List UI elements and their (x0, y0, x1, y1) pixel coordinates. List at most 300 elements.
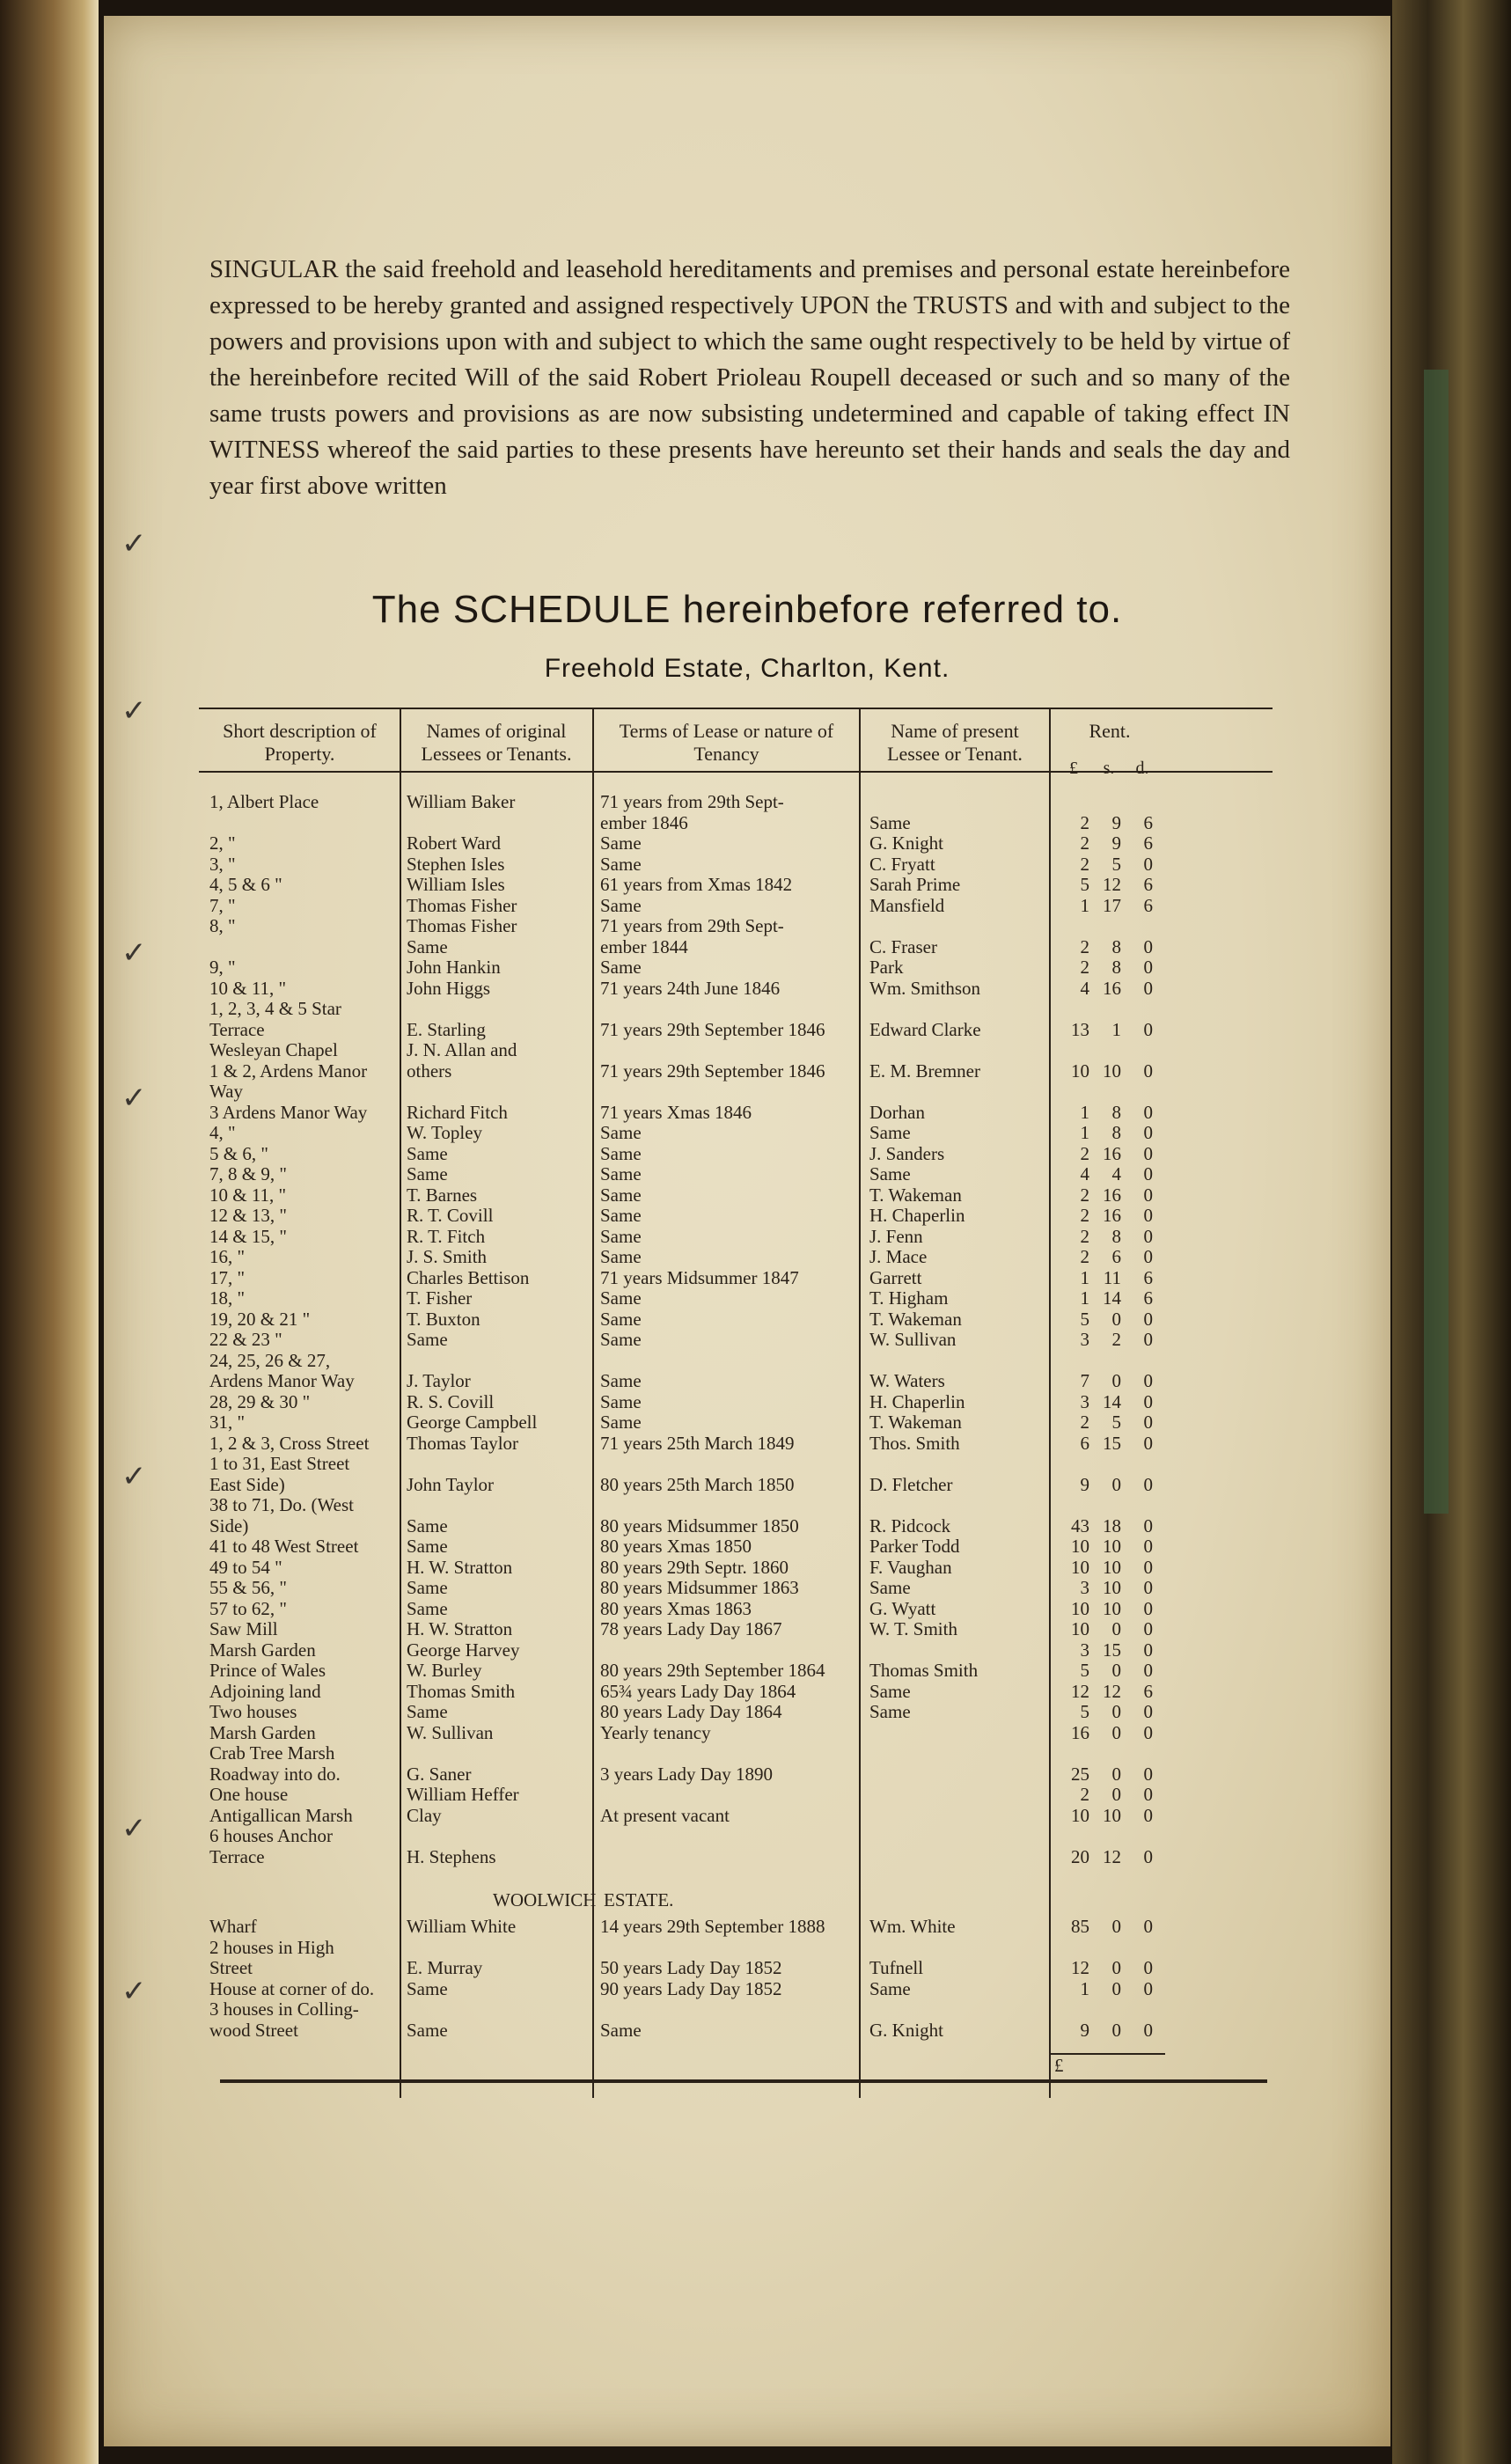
row-present-lessee: T. Wakeman (869, 1412, 962, 1433)
row-rent-pounds: 1 (1080, 894, 1089, 916)
row-description: 3 houses in Colling- (209, 1998, 359, 2020)
row-present-lessee: F. Vaughan (869, 1556, 952, 1578)
row-description: 5 & 6, " (209, 1142, 268, 1164)
row-present-lessee: Same (869, 1977, 911, 1999)
row-description: Way (209, 1081, 243, 1102)
row-rent-shillings: 5 (1111, 1412, 1121, 1433)
row-description: Two houses (209, 1701, 297, 1722)
row-original-lessee: Same (407, 1329, 448, 1350)
row-present-lessee: G. Knight (869, 832, 943, 854)
row-original-lessee: G. Saner (407, 1763, 472, 1785)
row-original-lessee: Same (407, 1514, 448, 1536)
row-original-lessee: Same (407, 1701, 448, 1722)
row-present-lessee: Same (869, 1680, 911, 1702)
row-rent-pounds: 1 (1080, 1101, 1089, 1123)
row-terms: Same (600, 1122, 642, 1143)
row-rent-shillings: 12 (1103, 874, 1121, 895)
row-rent-pence: 6 (1143, 832, 1153, 854)
row-rent-shillings: 0 (1111, 1473, 1121, 1495)
row-rent-pence: 0 (1143, 1101, 1153, 1123)
row-original-lessee: Robert Ward (407, 832, 501, 854)
row-original-lessee: George Campbell (407, 1412, 538, 1433)
row-original-lessee: W. Topley (407, 1122, 483, 1143)
row-terms: 80 years Xmas 1863 (600, 1597, 752, 1619)
row-rent-shillings: 0 (1111, 1618, 1121, 1639)
row-rent-pence: 0 (1143, 1432, 1153, 1454)
row-description: 22 & 23 " (209, 1329, 282, 1350)
row-original-lessee: William Heffer (407, 1784, 519, 1805)
row-rent-shillings: 12 (1103, 1680, 1121, 1702)
row-original-lessee: J. Taylor (407, 1370, 471, 1391)
row-description: 24, 25, 26 & 27, (209, 1349, 331, 1371)
row-present-lessee: Parker Todd (869, 1536, 960, 1557)
row-description: 1 to 31, East Street (209, 1453, 350, 1474)
row-terms: 65¾ years Lady Day 1864 (600, 1680, 796, 1702)
total-pound-sign: £ (1054, 2055, 1064, 2076)
row-terms: Same (600, 1412, 642, 1433)
row-rent-pounds: 10 (1071, 1060, 1089, 1082)
row-description: Prince of Wales (209, 1660, 326, 1681)
row-present-lessee: Thomas Smith (869, 1660, 979, 1681)
row-rent-shillings: 16 (1103, 977, 1121, 999)
row-terms: Same (600, 1163, 642, 1184)
row-original-lessee: William Baker (407, 791, 516, 812)
row-rent-pence: 0 (1143, 1225, 1153, 1247)
row-rent-shillings: 6 (1111, 1246, 1121, 1267)
row-rent-shillings: 16 (1103, 1142, 1121, 1164)
row-rent-pence: 0 (1143, 1329, 1153, 1350)
row-terms: 61 years from Xmas 1842 (600, 874, 793, 895)
row-original-lessee: R. T. Fitch (407, 1225, 486, 1247)
row-rent-pence: 0 (1143, 1163, 1153, 1184)
row-rent-pounds: 3 (1080, 1390, 1089, 1412)
row-terms: Yearly tenancy (600, 1721, 711, 1743)
row-terms: 80 years Midsummer 1863 (600, 1577, 799, 1598)
row-description: 4, 5 & 6 " (209, 874, 282, 895)
row-present-lessee: G. Knight (869, 2019, 943, 2041)
row-rent-pounds: 2 (1080, 1184, 1089, 1206)
row-original-lessee: R. S. Covill (407, 1390, 495, 1412)
row-terms: 71 years 29th September 1846 (600, 1060, 825, 1082)
row-description: 31, " (209, 1412, 246, 1433)
row-rent-pence: 0 (1143, 1514, 1153, 1536)
row-terms: At present vacant (600, 1804, 730, 1826)
row-terms: 78 years Lady Day 1867 (600, 1618, 782, 1639)
row-rent-shillings: 8 (1111, 1225, 1121, 1247)
row-rent-pence: 0 (1143, 1390, 1153, 1412)
row-terms: 80 years 29th Septr. 1860 (600, 1556, 789, 1578)
row-description: 18, " (209, 1287, 246, 1309)
row-rent-shillings: 18 (1103, 1514, 1121, 1536)
row-rent-pence: 6 (1143, 894, 1153, 916)
row-description: 7, 8 & 9, " (209, 1163, 287, 1184)
row-present-lessee: Dorhan (869, 1101, 925, 1123)
row-description: 55 & 56, " (209, 1577, 287, 1598)
row-original-lessee: Thomas Fisher (407, 915, 517, 936)
row-terms: Same (600, 1390, 642, 1412)
row-rent-pounds: 3 (1080, 1577, 1089, 1598)
check-mark-icon: ✓ (121, 1459, 147, 1494)
row-rent-pounds: 9 (1080, 2019, 1089, 2041)
row-rent-shillings: 8 (1111, 1101, 1121, 1123)
row-rent-pence: 0 (1143, 853, 1153, 875)
row-rent-shillings: 5 (1111, 853, 1121, 875)
row-terms: 80 years Lady Day 1864 (600, 1701, 782, 1722)
row-original-lessee: Same (407, 1597, 448, 1619)
row-original-lessee: J. S. Smith (407, 1246, 488, 1267)
row-description: Wharf (209, 1916, 257, 1937)
row-description: Roadway into do. (209, 1763, 341, 1785)
row-description: 2 houses in High (209, 1936, 334, 1958)
row-rent-pence: 6 (1143, 1287, 1153, 1309)
row-rent-shillings: 10 (1103, 1556, 1121, 1578)
row-terms: 71 years 24th June 1846 (600, 977, 781, 999)
row-description: 1, Albert Place (209, 791, 319, 812)
row-rent-pence: 0 (1143, 1577, 1153, 1598)
row-rent-pounds: 20 (1071, 1845, 1089, 1867)
row-present-lessee: T. Higham (869, 1287, 949, 1309)
row-rent-shillings: 0 (1111, 1721, 1121, 1743)
row-rent-pence: 0 (1143, 935, 1153, 957)
row-description: Marsh Garden (209, 1721, 316, 1743)
row-description: Street (209, 1957, 253, 1978)
header-shilling: s. (1103, 759, 1115, 778)
check-mark-icon: ✓ (121, 693, 147, 729)
row-present-lessee: H. Chaperlin (869, 1390, 965, 1412)
row-terms: Same (600, 1287, 642, 1309)
row-original-lessee: Same (407, 1536, 448, 1557)
row-present-lessee: Mansfield (869, 894, 945, 916)
row-original-lessee: Same (407, 1163, 448, 1184)
row-present-lessee: W. Sullivan (869, 1329, 957, 1350)
row-rent-pence: 0 (1143, 1916, 1153, 1937)
row-original-lessee: John Hankin (407, 957, 501, 978)
row-rent-pence: 0 (1143, 1246, 1153, 1267)
row-terms: 71 years from 29th Sept- (600, 915, 784, 936)
row-description: 4, " (209, 1122, 236, 1143)
row-rent-pounds: 1 (1080, 1977, 1089, 1999)
check-mark-icon: ✓ (121, 1974, 147, 2009)
row-rent-shillings: 9 (1111, 811, 1121, 833)
row-terms: 71 years 25th March 1849 (600, 1432, 795, 1454)
row-original-lessee: John Taylor (407, 1473, 495, 1495)
row-original-lessee: H. Stephens (407, 1845, 496, 1867)
row-terms: 3 years Lady Day 1890 (600, 1763, 773, 1785)
row-rent-pounds: 10 (1071, 1536, 1089, 1557)
check-mark-icon: ✓ (121, 526, 147, 561)
row-terms: 80 years Xmas 1850 (600, 1536, 752, 1557)
row-present-lessee: Same (869, 1577, 911, 1598)
row-terms: 90 years Lady Day 1852 (600, 1977, 782, 1999)
row-rent-pounds: 10 (1071, 1597, 1089, 1619)
row-rent-shillings: 10 (1103, 1577, 1121, 1598)
row-rent-pence: 0 (1143, 1639, 1153, 1661)
row-terms: Same (600, 894, 642, 916)
row-rent-pounds: 5 (1080, 1308, 1089, 1330)
right-page-edge (1392, 0, 1511, 2464)
row-description: wood Street (209, 2019, 298, 2041)
row-description: Terrace (209, 1845, 265, 1867)
row-present-lessee: Sarah Prime (869, 874, 961, 895)
row-description: 1 & 2, Ardens Manor (209, 1060, 368, 1082)
row-rent-pence: 0 (1143, 1536, 1153, 1557)
row-rent-pence: 0 (1143, 1556, 1153, 1578)
row-rent-pence: 0 (1143, 1184, 1153, 1206)
row-original-lessee: Same (407, 935, 448, 957)
row-present-lessee: Edward Clarke (869, 1018, 981, 1040)
row-original-lessee: Thomas Fisher (407, 894, 517, 916)
row-rent-shillings: 4 (1111, 1163, 1121, 1184)
row-description: 2, " (209, 832, 236, 854)
row-original-lessee: Charles Bettison (407, 1266, 530, 1288)
row-terms: Same (600, 832, 642, 854)
row-rent-pence: 6 (1143, 1266, 1153, 1288)
row-description: One house (209, 1784, 289, 1805)
row-rent-pounds: 7 (1080, 1370, 1089, 1391)
row-present-lessee: T. Wakeman (869, 1308, 962, 1330)
row-description: House at corner of do. (209, 1977, 375, 1999)
row-rent-pence: 0 (1143, 1018, 1153, 1040)
row-rent-shillings: 8 (1111, 935, 1121, 957)
row-description: 41 to 48 West Street (209, 1536, 359, 1557)
woolwich-label-left: WOOLWICH (493, 1889, 597, 1910)
row-terms: 14 years 29th September 1888 (600, 1916, 825, 1937)
row-rent-shillings: 0 (1111, 1701, 1121, 1722)
row-description: 17, " (209, 1266, 246, 1288)
row-rent-pounds: 13 (1071, 1018, 1089, 1040)
row-description: 3 Ardens Manor Way (209, 1101, 368, 1123)
row-present-lessee: G. Wyatt (869, 1597, 936, 1619)
row-rent-pence: 0 (1143, 1060, 1153, 1082)
row-rent-pence: 6 (1143, 811, 1153, 833)
row-description: Crab Tree Marsh (209, 1742, 335, 1764)
row-original-lessee: Stephen Isles (407, 853, 505, 875)
row-description: 49 to 54 " (209, 1556, 282, 1578)
row-rent-pence: 0 (1143, 1308, 1153, 1330)
row-present-lessee: C. Fryatt (869, 853, 935, 875)
row-original-lessee: H. W. Stratton (407, 1556, 513, 1578)
row-rent-pounds: 1 (1080, 1122, 1089, 1143)
row-description: Saw Mill (209, 1618, 278, 1639)
schedule-heading: The SCHEDULE hereinbefore referred to. (371, 588, 1123, 631)
row-rent-pounds: 10 (1071, 1618, 1089, 1639)
row-original-lessee: Same (407, 1142, 448, 1164)
row-rent-pence: 0 (1143, 1977, 1153, 1999)
row-rent-pence: 0 (1143, 1370, 1153, 1391)
row-rent-shillings: 0 (1111, 1308, 1121, 1330)
row-terms: Same (600, 1308, 642, 1330)
row-terms: Same (600, 1142, 642, 1164)
row-description: 9, " (209, 957, 236, 978)
row-present-lessee: Garrett (869, 1266, 922, 1288)
row-rent-pounds: 2 (1080, 935, 1089, 957)
row-present-lessee: W. Waters (869, 1370, 945, 1391)
header-terms: Terms of Lease or nature of Tenancy (619, 720, 834, 765)
row-rent-shillings: 16 (1103, 1184, 1121, 1206)
check-mark-icon: ✓ (121, 935, 147, 971)
row-present-lessee: Same (869, 1701, 911, 1722)
row-description: 10 & 11, " (209, 977, 287, 999)
row-rent-pounds: 85 (1071, 1916, 1089, 1937)
check-mark-icon: ✓ (121, 1081, 147, 1116)
header-pence: d. (1135, 759, 1149, 778)
row-description: 6 houses Anchor (209, 1825, 333, 1846)
row-rent-pence: 0 (1143, 1845, 1153, 1867)
row-original-lessee: William Isles (407, 874, 505, 895)
row-rent-pence: 0 (1143, 1957, 1153, 1978)
row-original-lessee: Thomas Smith (407, 1680, 516, 1702)
row-rent-shillings: 0 (1111, 2019, 1121, 2041)
row-original-lessee: Richard Fitch (407, 1101, 508, 1123)
row-original-lessee: W. Burley (407, 1660, 482, 1681)
row-rent-pence: 0 (1143, 1473, 1153, 1495)
row-terms: 80 years 29th September 1864 (600, 1660, 825, 1681)
row-description: 7, " (209, 894, 236, 916)
row-description: Marsh Garden (209, 1639, 316, 1661)
row-original-lessee: T. Buxton (407, 1308, 480, 1330)
header-present-lessee: Name of present Lessee or Tenant. (887, 720, 1023, 765)
row-present-lessee: H. Chaperlin (869, 1205, 965, 1226)
row-original-lessee: John Higgs (407, 977, 491, 999)
row-rent-pounds: 4 (1080, 1163, 1089, 1184)
row-rent-shillings: 0 (1111, 1763, 1121, 1785)
row-rent-pence: 0 (1143, 1597, 1153, 1619)
row-rent-pounds: 2 (1080, 1246, 1089, 1267)
row-terms: 71 years Xmas 1846 (600, 1101, 752, 1123)
row-description: 38 to 71, Do. (West (209, 1494, 354, 1515)
row-present-lessee: Same (869, 1122, 911, 1143)
row-rent-pounds: 2 (1080, 1205, 1089, 1226)
row-original-lessee: R. T. Covill (407, 1205, 494, 1226)
row-description: Side) (209, 1514, 249, 1536)
schedule-subheading: Freehold Estate, Charlton, Kent. (544, 654, 950, 683)
row-rent-pence: 0 (1143, 1701, 1153, 1722)
row-rent-pounds: 16 (1071, 1721, 1089, 1743)
row-present-lessee: Tufnell (869, 1957, 924, 1978)
row-rent-pence: 0 (1143, 977, 1153, 999)
row-rent-pounds: 3 (1080, 1329, 1089, 1350)
row-rent-pence: 0 (1143, 1660, 1153, 1681)
row-description: 3, " (209, 853, 236, 875)
row-rent-pounds: 2 (1080, 1142, 1089, 1164)
row-rent-shillings: 15 (1103, 1432, 1121, 1454)
schedule-rows (104, 16, 1390, 2446)
row-rent-pounds: 10 (1071, 1556, 1089, 1578)
left-page-edge (0, 0, 99, 2464)
woolwich-label-right: ESTATE. (604, 1889, 674, 1910)
row-present-lessee: Same (869, 1163, 911, 1184)
row-original-lessee: Same (407, 1977, 448, 1999)
row-rent-shillings: 1 (1111, 1018, 1121, 1040)
row-terms: Same (600, 1184, 642, 1206)
row-rent-pence: 0 (1143, 1412, 1153, 1433)
row-rent-pounds: 2 (1080, 853, 1089, 875)
row-terms: 80 years 25th March 1850 (600, 1473, 795, 1495)
row-rent-pounds: 10 (1071, 1804, 1089, 1826)
row-rent-pence: 0 (1143, 1122, 1153, 1143)
row-rent-pence: 0 (1143, 1618, 1153, 1639)
row-terms: 71 years Midsummer 1847 (600, 1266, 799, 1288)
row-original-lessee: others (407, 1060, 452, 1082)
row-present-lessee: Wm. White (869, 1916, 956, 1937)
row-terms: Same (600, 1329, 642, 1350)
row-rent-shillings: 0 (1111, 1916, 1121, 1937)
row-description: 1, 2, 3, 4 & 5 Star (209, 998, 341, 1019)
row-rent-pence: 0 (1143, 1205, 1153, 1226)
row-rent-pounds: 1 (1080, 1287, 1089, 1309)
row-rent-pounds: 5 (1080, 874, 1089, 895)
row-present-lessee: D. Fletcher (869, 1473, 953, 1495)
row-rent-pounds: 6 (1080, 1432, 1089, 1454)
row-rent-shillings: 15 (1103, 1639, 1121, 1661)
row-description: Wesleyan Chapel (209, 1039, 338, 1060)
row-original-lessee: T. Barnes (407, 1184, 478, 1206)
row-terms: 71 years 29th September 1846 (600, 1018, 825, 1040)
row-original-lessee: Thomas Taylor (407, 1432, 519, 1454)
row-rent-shillings: 0 (1111, 1977, 1121, 1999)
header-rent: Rent. (1089, 720, 1131, 742)
row-terms: Same (600, 1246, 642, 1267)
body-paragraph: SINGULAR the said freehold and leasehold hereditaments and premises and personal estate hereinbefore expressed to be hereby granted and assigned respectively UPON the TRUSTS and with and subject to the powers and provisions upon with and subject to which the same ought respectively to be held by virtue of the hereinbefore recited Will of the said Robert Prioleau Roupell deceased or such and so many of the same trusts powers and provisions as are now subsisting undetermined and capable of taking effect IN WITNESS whereof the said parties to these presents have hereunto set their hands and seals the day and year first above written (209, 255, 1290, 500)
row-terms: ember 1844 (600, 935, 688, 957)
row-description: 19, 20 & 21 " (209, 1308, 311, 1330)
row-rent-pounds: 2 (1080, 832, 1089, 854)
row-description: 8, " (209, 915, 236, 936)
row-original-lessee: E. Murray (407, 1957, 483, 1978)
row-terms: Same (600, 1225, 642, 1247)
row-rent-pence: 0 (1143, 1721, 1153, 1743)
row-present-lessee: J. Fenn (869, 1225, 923, 1247)
row-rent-shillings: 9 (1111, 832, 1121, 854)
row-rent-shillings: 14 (1103, 1390, 1121, 1412)
row-rent-shillings: 10 (1103, 1536, 1121, 1557)
row-present-lessee: Same (869, 811, 911, 833)
row-description: 1, 2 & 3, Cross Street (209, 1432, 370, 1454)
row-rent-pounds: 12 (1071, 1957, 1089, 1978)
row-original-lessee: H. W. Stratton (407, 1618, 513, 1639)
row-rent-pounds: 12 (1071, 1680, 1089, 1702)
row-rent-shillings: 0 (1111, 1660, 1121, 1681)
row-description: Adjoining land (209, 1680, 321, 1702)
row-original-lessee: Same (407, 2019, 448, 2041)
row-description: East Side) (209, 1473, 285, 1495)
document-page (104, 16, 1390, 2446)
row-present-lessee: J. Sanders (869, 1142, 945, 1164)
row-rent-shillings: 8 (1111, 1122, 1121, 1143)
row-rent-pounds: 2 (1080, 1225, 1089, 1247)
row-description: Antigallican Marsh (209, 1804, 353, 1826)
row-original-lessee: Clay (407, 1804, 442, 1826)
row-rent-shillings: 10 (1103, 1060, 1121, 1082)
row-rent-pounds: 5 (1080, 1701, 1089, 1722)
row-rent-shillings: 0 (1111, 1957, 1121, 1978)
row-description: 16, " (209, 1246, 246, 1267)
row-rent-pence: 0 (1143, 1784, 1153, 1805)
row-rent-shillings: 0 (1111, 1784, 1121, 1805)
row-present-lessee: C. Fraser (869, 935, 937, 957)
row-rent-pence: 0 (1143, 1804, 1153, 1826)
row-description: 12 & 13, " (209, 1205, 287, 1226)
row-rent-shillings: 10 (1103, 1804, 1121, 1826)
row-original-lessee: E. Starling (407, 1018, 486, 1040)
row-present-lessee: T. Wakeman (869, 1184, 962, 1206)
row-description: 10 & 11, " (209, 1184, 287, 1206)
row-original-lessee: T. Fisher (407, 1287, 473, 1309)
binding-strip (1424, 370, 1449, 1514)
row-rent-pence: 6 (1143, 1680, 1153, 1702)
row-rent-pence: 0 (1143, 1142, 1153, 1164)
row-rent-shillings: 17 (1103, 894, 1121, 916)
